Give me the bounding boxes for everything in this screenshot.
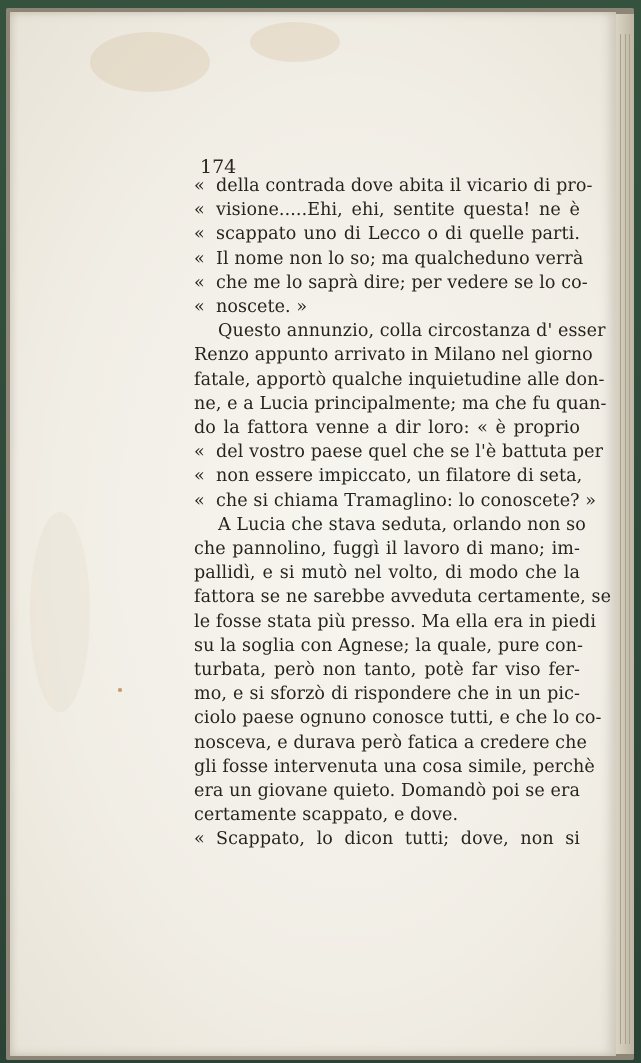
text-line: [194, 611, 597, 632]
text-line: [194, 829, 580, 849]
foxing-stain: [90, 32, 210, 92]
text-line: [194, 781, 580, 801]
text-line: [194, 442, 604, 463]
quote-mark: «: [194, 829, 205, 850]
line-text: Il nome non lo so; ma qualcheduno verrà: [216, 248, 584, 269]
line-text: Questo annunzio, colla circostanza d' esser: [218, 321, 606, 342]
line-text: del vostro paese quel che se l'è battuta per: [216, 442, 604, 463]
text-line: [194, 345, 593, 366]
line-text: fattora se ne sarebbe avveduta certamente, se: [194, 587, 612, 608]
quote-mark: «: [194, 466, 205, 487]
text-line: [194, 539, 580, 559]
edge-line: [620, 34, 621, 1044]
text-line: [194, 660, 580, 680]
text-line: [194, 563, 580, 583]
quote-mark: «: [194, 490, 205, 511]
text-line: [194, 805, 580, 825]
line-text: gli fosse intervenuta una cosa simile, perchè: [194, 756, 595, 777]
line-text: scappato uno di Lecco o di quelle parti.: [216, 224, 580, 245]
line-text: che pannolino, fuggì il lavoro di mano; im-: [194, 539, 580, 559]
line-text: ne, e a Lucia principalmente; ma che fu quan-: [194, 393, 607, 414]
text-line: [194, 200, 580, 220]
line-text: che si chiama Tramaglino: lo conoscete? »: [216, 490, 597, 511]
line-text: visione.....Ehi, ehi, sentite questa! ne è: [216, 200, 580, 221]
text-line: [194, 224, 580, 244]
line-text: Renzo appunto arrivato in Milano nel giorno: [194, 345, 593, 366]
line-text: che me lo saprà dire; per vedere se lo co-: [216, 272, 588, 293]
line-text: certamente scappato, e dove.: [194, 805, 459, 826]
page-number: 174: [200, 156, 237, 178]
text-line: [194, 297, 580, 317]
line-text: Scappato, lo dicon tutti; dove, non si: [216, 829, 580, 850]
text-line: [194, 514, 586, 535]
ink-speck: [118, 688, 122, 692]
quote-mark: «: [194, 297, 205, 317]
text-line: [194, 393, 607, 414]
line-text: do la fattora venne a dir loro: « è proprio: [194, 418, 580, 438]
quote-mark: «: [194, 272, 205, 293]
text-line: [194, 756, 595, 777]
text-line: [194, 635, 584, 656]
line-text: A Lucia che stava seduta, orlando non so: [218, 514, 586, 535]
line-text: su la soglia con Agnese; la quale, pure con-: [194, 635, 584, 656]
edge-line: [629, 34, 630, 1044]
text-line: [194, 708, 602, 729]
text-line: [194, 587, 612, 608]
line-text: le fosse stata più presso. Ma ella era in piedi: [194, 611, 597, 632]
line-text: nosceva, e durava però fatica a credere che: [194, 732, 587, 753]
text-line: [194, 321, 606, 342]
text-line: [194, 248, 584, 269]
text-line: [194, 176, 593, 196]
quote-mark: «: [194, 248, 205, 269]
text-line: [194, 466, 583, 487]
quote-mark: «: [194, 442, 205, 463]
edge-line: [625, 34, 626, 1044]
page-fore-edge: [616, 14, 634, 1054]
text-line: [194, 684, 580, 704]
foxing-stain: [30, 512, 90, 712]
line-text: pallidì, e si mutò nel volto, di modo che la: [194, 563, 580, 584]
quote-mark: «: [194, 176, 205, 196]
text-line: [194, 732, 587, 753]
line-text: fatale, apportò qualche inquietudine alle don-: [194, 369, 605, 390]
line-text: noscete. »: [216, 297, 308, 317]
quote-mark: «: [194, 200, 205, 221]
line-text: era un giovane quieto. Domandò poi se era: [194, 781, 580, 801]
line-text: della contrada dove abita il vicario di pro-: [216, 176, 593, 196]
line-text: turbata, però non tanto, potè far viso fer-: [194, 660, 580, 680]
quote-mark: «: [194, 224, 205, 245]
text-line: [194, 272, 588, 293]
text-line: [194, 490, 597, 511]
line-text: ciolo paese ognuno conosce tutti, e che lo co-: [194, 708, 602, 729]
text-line: [194, 369, 605, 390]
line-text: non essere impiccato, un filatore di seta,: [216, 466, 583, 487]
text-line: [194, 418, 580, 438]
foxing-stain: [250, 22, 340, 62]
line-text: mo, e si sforzò di rispondere che in un pic-: [194, 684, 580, 705]
